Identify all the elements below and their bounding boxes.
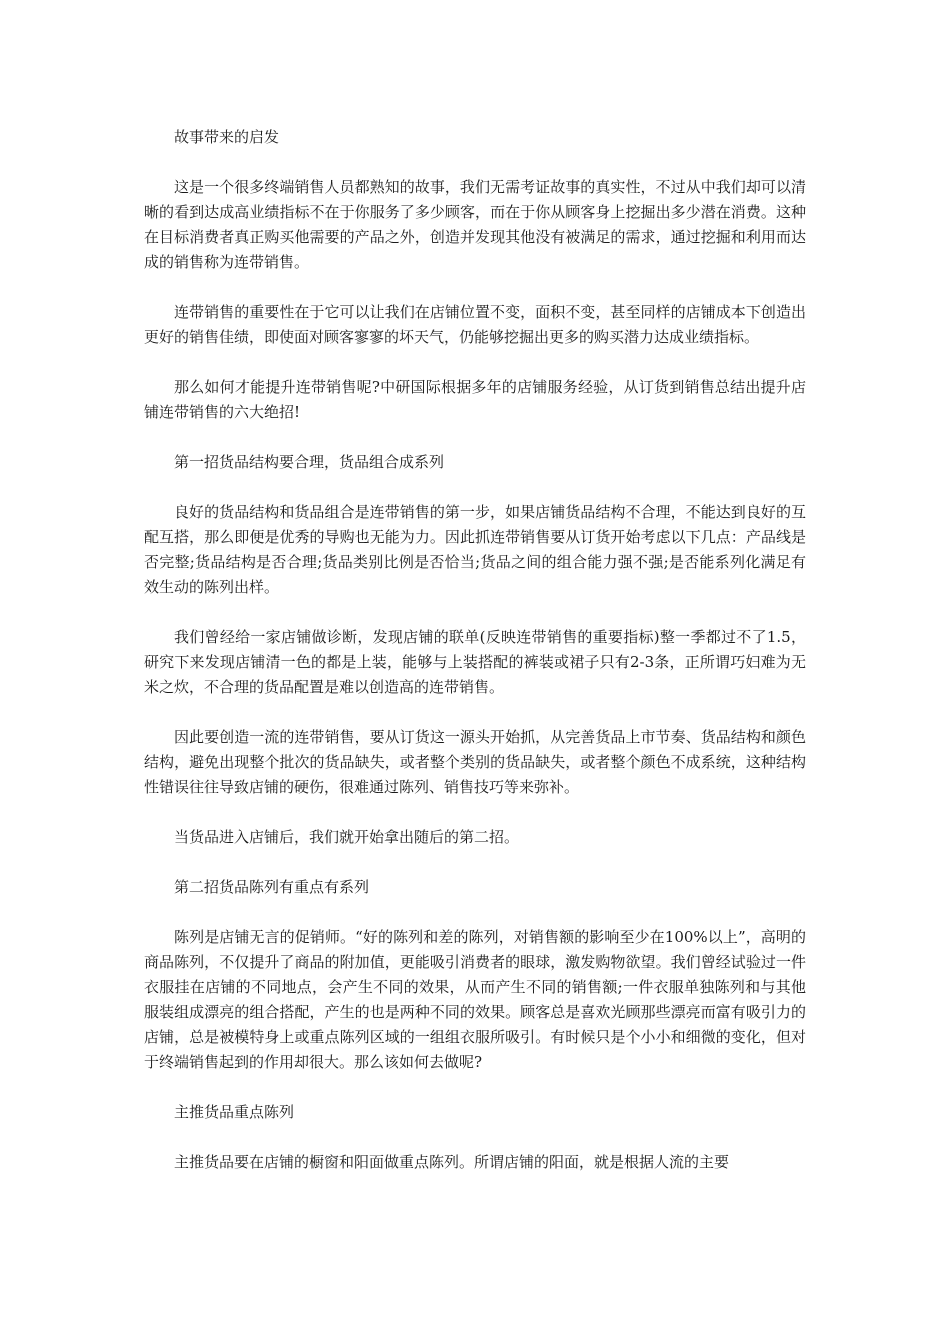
- section-heading-first-move: 第一招货品结构要合理，货品组合成系列: [174, 453, 445, 471]
- paragraph: 我们曾经给一家店铺做诊断，发现店铺的联单(反映连带销售的重要指标)整一季都过不了1.5，研究下来发现店铺清一色的都是上装，能够与上装搭配的裤装或裙子只有2-3条，正所谓巧妇难为无米之炊，不合理的货品配置是难以创造高的连带销售。: [144, 628, 806, 696]
- paragraph: 连带销售的重要性在于它可以让我们在店铺位置不变，面积不变，甚至同样的店铺成本下创造出更好的销售佳绩，即使面对顾客寥寥的坏天气，仍能够挖掘出更多的购买潜力达成业绩指标。: [144, 303, 806, 346]
- section-heading-key-display: 主推货品重点陈列: [174, 1103, 295, 1121]
- paragraph: 这是一个很多终端销售人员都熟知的故事，我们无需考证故事的真实性，不过从中我们却可以清晰的看到达成高业绩指标不在于你服务了多少顾客，而在于你从顾客身上挖掘出多少潜在消费。这种在目标消费者真正购买他需要的产品之外，创造并发现其他没有被满足的需求，通过挖掘和利用而达成的销售称为连带销售。: [144, 178, 806, 271]
- paragraph: 良好的货品结构和货品组合是连带销售的第一步，如果店铺货品结构不合理，不能达到良好的互配互搭，那么即便是优秀的导购也无能为力。因此抓连带销售要从订货开始考虑以下几点：产品线是否完整;货品结构是否合理;货品类别比例是否恰当;货品之间的组合能力强不强;是否能系列化满足有效生动的陈列出样。: [144, 503, 806, 596]
- paragraph: 陈列是店铺无言的促销师。“好的陈列和差的陈列，对销售额的影响至少在100%以上”，高明的商品陈列，不仅提升了商品的附加值，更能吸引消费者的眼球，激发购物欲望。我们曾经试验过一件衣服挂在店铺的不同地点，会产生不同的效果，从而产生不同的销售额;一件衣服单独陈列和与其他服装组成漂亮的组合搭配，产生的也是两种不同的效果。顾客总是喜欢光顾那些漂亮而富有吸引力的店铺，总是被模特身上或重点陈列区域的一组组衣服所吸引。有时候只是个小小和细微的变化，但对于终端销售起到的作用却很大。那么该如何去做呢?: [144, 928, 806, 1071]
- paragraph: 当货品进入店铺后，我们就开始拿出随后的第二招。: [174, 828, 520, 846]
- paragraph: 主推货品要在店铺的橱窗和阳面做重点陈列。所谓店铺的阳面，就是根据人流的主要: [174, 1153, 730, 1171]
- document-page: [144, 125, 806, 1200]
- paragraph: 那么如何才能提升连带销售呢?中研国际根据多年的店铺服务经验，从订货到销售总结出提升店铺连带销售的六大绝招!: [144, 378, 806, 421]
- section-heading-second-move: 第二招货品陈列有重点有系列: [174, 878, 370, 896]
- paragraph: 因此要创造一流的连带销售，要从订货这一源头开始抓，从完善货品上市节奏、货品结构和颜色结构，避免出现整个批次的货品缺失，或者整个类别的货品缺失，或者整个颜色不成系统，这种结构性错误往往导致店铺的硬伤，很难通过陈列、销售技巧等来弥补。: [144, 728, 806, 796]
- section-heading-inspiration: 故事带来的启发: [174, 128, 280, 146]
